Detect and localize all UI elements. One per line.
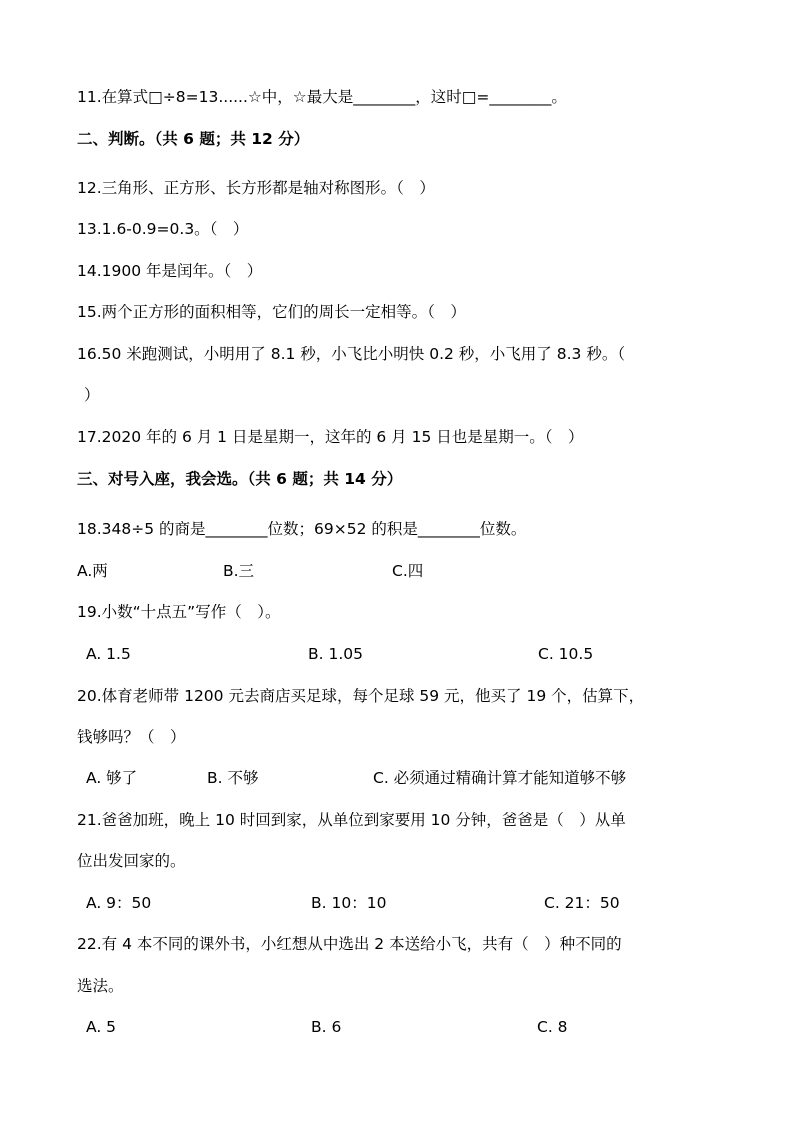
- question-13: 13.1.6-0.9=0.3。（ ）: [77, 220, 249, 238]
- question-21-line-2: 位出发回家的。: [77, 852, 186, 870]
- question-19-option-c: C. 10.5: [538, 645, 594, 663]
- question-18-option-a: A.两: [77, 562, 108, 580]
- question-22-line-1: 22.有 4 本不同的课外书，小红想从中选出 2 本送给小飞，共有（ ）种不同的: [77, 935, 622, 953]
- question-20-option-c: C. 必须通过精确计算才能知道够不够: [373, 769, 627, 787]
- question-18-option-b: B.三: [223, 562, 255, 580]
- section-3-heading: 三、对号入座，我会选。（共 6 题；共 14 分）: [77, 470, 403, 488]
- question-19-option-a: A. 1.5: [86, 645, 131, 663]
- question-22-line-2: 选法。: [77, 977, 124, 995]
- question-15: 15.两个正方形的面积相等，它们的周长一定相等。（ ）: [77, 303, 466, 321]
- question-22-option-b: B. 6: [311, 1018, 342, 1036]
- question-17: 17.2020 年的 6 月 1 日是星期一，这年的 6 月 15 日也是星期一。（ ）: [77, 428, 584, 446]
- question-22-option-c: C. 8: [537, 1018, 568, 1036]
- question-21-option-b: B. 10：10: [311, 894, 387, 912]
- question-11: 11.在算式□÷8=13......☆中，☆最大是________，这时□=________。: [77, 88, 567, 106]
- question-18: 18.348÷5 的商是________位数；69×52 的积是________位数。: [77, 520, 527, 538]
- question-20-line-2: 钱够吗？（ ）: [77, 728, 186, 746]
- question-19-option-b: B. 1.05: [308, 645, 363, 663]
- question-20-option-a: A. 够了: [86, 769, 138, 787]
- question-20-option-b: B. 不够: [207, 769, 259, 787]
- question-16-line-1: 16.50 米跑测试，小明用了 8.1 秒，小飞比小明快 0.2 秒，小飞用了 8.3 秒。（: [77, 345, 626, 363]
- question-14: 14.1900 年是闰年。（ ）: [77, 262, 263, 280]
- question-12: 12.三角形、正方形、长方形都是轴对称图形。（ ）: [77, 179, 435, 197]
- section-2-heading: 二、判断。（共 6 题；共 12 分）: [77, 130, 310, 148]
- question-21-option-a: A. 9：50: [86, 894, 152, 912]
- question-20-line-1: 20.体育老师带 1200 元去商店买足球，每个足球 59 元，他买了 19 个，估算下，: [77, 687, 645, 705]
- question-22-option-a: A. 5: [86, 1018, 117, 1036]
- question-21-option-c: C. 21：50: [544, 894, 620, 912]
- question-21-line-1: 21.爸爸加班，晚上 10 时回到家，从单位到家要用 10 分钟，爸爸是（ ）从单: [77, 811, 626, 829]
- question-19: 19.小数“十点五”写作（ ）。: [77, 603, 281, 621]
- question-16-line-2: ）: [84, 386, 100, 404]
- question-18-option-c: C.四: [392, 562, 424, 580]
